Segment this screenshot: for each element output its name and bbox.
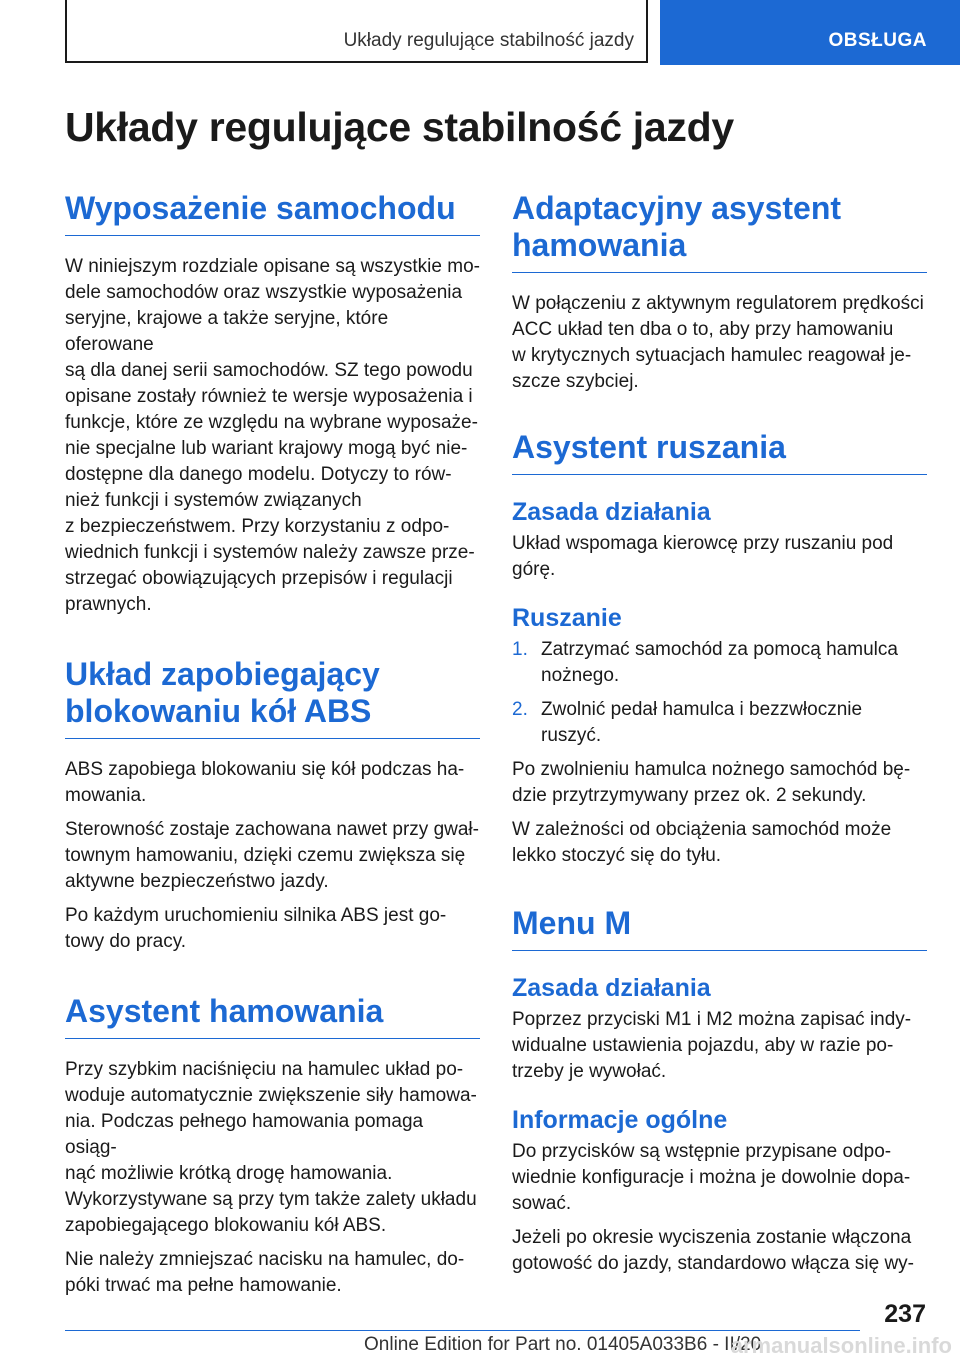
section-title-brake-assist: Asystent hamowania [65,993,480,1039]
left-column [65,190,480,1299]
page-number: 237 [884,1300,926,1328]
abs-paragraph-2: Sterowność zostaje zachowana nawet przy gwał- townym hamowaniu, dzięki czemu zwiększa się aktywne bezpieczeństwo jazdy. [65,819,479,892]
general-info-paragraph-1: Do przycisków są wstępnie przypisane odpo- wiednie konfiguracje i można je dowolnie dopa- sować. [512,1141,911,1214]
watermark: armanualsonline.info [730,1333,952,1358]
m-menu-principle-paragraph: Poprzez przyciski M1 i M2 można zapisać indy- widualne ustawienia pojazdu, aby w razie po- trzeby je wywołać. [512,1009,912,1082]
adaptive-brake-paragraph: W połączeniu z aktywnym regulatorem prędkości ACC układ ten dba o to, aby przy hamowaniu w krytycznych sytuacjach hamulec reagował je- szcze szybciej. [512,293,924,392]
list-item [512,637,927,689]
footer-rule [65,1330,860,1331]
abs-paragraph-3: Po każdym uruchomieniu silnika ABS jest go- towy do pracy. [65,905,447,952]
subsection-title-starting-off: Ruszanie [512,604,622,632]
starting-steps-list [512,637,927,749]
start-assist-principle-paragraph: Układ wspomaga kierowcę przy ruszaniu pod górę. [512,533,894,580]
section-title-m-menu: Menu M [512,905,927,951]
brake-assist-paragraph-2: Nie należy zmniejszać nacisku na hamulec, do- póki trwać ma pełne hamowanie. [65,1249,465,1296]
list-number: 2. [512,699,528,720]
subsection-title-operating-principle: Zasada działania [512,498,711,526]
start-assist-paragraph-3: W zależności od obciążenia samochód może lekko stoczyć się do tyłu. [512,819,892,866]
footer-edition: Online Edition for Part no. 01405A033B6 - II/20 [364,1334,762,1355]
list-number: 1. [512,639,528,660]
section-title-abs: Układ zapobiegający blokowaniu kół ABS [65,656,480,739]
header-section-label: OBSŁUGA [828,30,927,51]
list-text: Zwolnić pedał hamulca i bezzwłocznie ruszyć. [541,699,863,746]
header-section-tab[interactable] [660,0,960,65]
start-assist-paragraph-2: Po zwolnieniu hamulca nożnego samochód bę- dzie przytrzymywany przez ok. 2 sekundy. [512,759,911,806]
page-title: Układy regulujące stabilność jazdy [65,104,734,150]
right-column [512,190,927,1277]
header-chapter-title: Układy regulujące stabilność jazdy [343,30,634,51]
general-info-paragraph-2: Jeżeli po okresie wyciszenia zostanie włączona gotowość do jazdy, standardowo włącza się wy- [512,1227,915,1274]
section-title-equipment: Wyposażenie samochodu [65,190,480,236]
section-title-start-assist: Asystent ruszania [512,429,927,475]
list-text: Zatrzymać samochód za pomocą hamulca nożnego. [541,639,898,686]
page-header [0,0,960,65]
abs-paragraph-1: ABS zapobiega blokowaniu się kół podczas ha- mowania. [65,759,465,806]
brake-assist-paragraph-1: Przy szybkim naciśnięciu na hamulec układ po- woduje automatycznie zwiększenie siły hamowa- nia. Podczas pełnego hamowania pomaga osiąg- nąć możliwie krótką drogę hamowania. Wykorzystywane są przy tym także zalety układu zapobiegającego blokowaniu kół ABS. [65,1059,477,1236]
list-item [512,697,927,749]
subsection-title-general-info: Informacje ogólne [512,1106,728,1134]
subsection-title-operating-principle: Zasada działania [512,974,711,1002]
section-title-adaptive-brake-assist: Adaptacyjny asystent hamowania [512,190,927,273]
header-frame [65,0,648,63]
equipment-paragraph: W niniejszym rozdziale opisane są wszystkie mo- dele samochodów oraz wszystkie wyposażenia seryjne, krajowe a także seryjne, które oferowane są dla danej serii samochodów. SZ tego powodu opisane zostały również te wersje wyposażenia i funkcje, które ze względu na wybrane wyposaże- nie specjalne lub wariant krajowy mogą być nie- dostępne dla danego modelu. Dotyczy to rów- nież funkcji i systemów związanych z bezpieczeństwem. Przy korzystaniu z odpo- wiednich funkcji i systemów należy zawsze prze- strzegać obowiązujących przepisów i regulacji prawnych. [65,256,480,615]
